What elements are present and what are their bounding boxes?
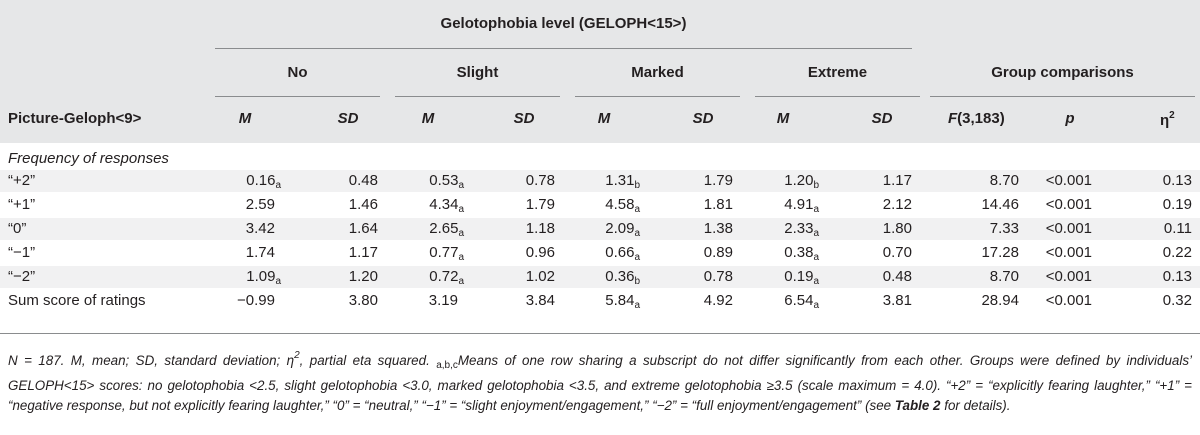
table-cell [374,196,464,215]
table-cell [822,244,912,261]
cell-value: <0.001 [1045,196,1092,213]
section-label: Frequency of responses [8,150,169,167]
spanner-rule [215,48,912,49]
group-marked: Marked [631,64,684,81]
cell-subscript: b [634,180,640,191]
table-cell [729,220,819,239]
table-cell [822,292,912,309]
cell-value: 8.70 [989,268,1019,285]
group-comparisons: Group comparisons [991,64,1134,81]
table-cell [643,220,733,237]
subhead-eta [1160,110,1175,129]
subhead-sd-slight: SD [513,110,535,127]
cell-value: 1.74 [245,244,275,261]
table-cell [288,196,378,213]
cell-value: 4.34 [429,196,459,213]
cell-value: 1.02 [525,268,555,285]
table-cell [185,292,275,309]
cell-value: 0.48 [348,172,378,189]
cell-value: 1.46 [348,196,378,213]
cell-value: 3.42 [245,220,275,237]
table-cell [643,172,733,189]
cell-value: 1.79 [703,172,733,189]
cell-value: 0.89 [703,244,733,261]
cell-value: 1.38 [703,220,733,237]
cell-value: 2.09 [605,220,635,237]
cell-subscript: a [813,300,819,311]
table-cell [1002,268,1092,285]
cell-subscript: a [813,228,819,239]
cell-value: 0.22 [1162,244,1192,261]
table-cell [643,244,733,261]
subhead-eta-sup: 2 [1169,110,1175,121]
cell-value: 4.92 [703,292,733,309]
table-cell [822,220,912,237]
table-cell [1002,172,1092,189]
cell-subscript: a [458,276,464,287]
row-label: “+2” [8,172,36,189]
table-cell [191,268,281,287]
table-cell [1002,244,1092,261]
cell-subscript: a [634,228,640,239]
cell-value: 3.80 [348,292,378,309]
cell-value: 1.17 [348,244,378,261]
cell-value: −0.99 [237,292,275,309]
table-cell [465,220,555,237]
subhead-p: p [1065,110,1075,127]
table-cell [822,268,912,285]
subhead-f-df: (3,183) [957,110,1005,127]
row-label: “+1” [8,196,36,213]
table-cell [185,220,275,237]
group-rule-no [215,96,380,97]
footnote-part-3: Means of one row sharing a subscript do not differ significantly from each other. Groups were defined by individuals’ GELOPH<15> scores: no gelotophobia <2.5, slight gelotophobia <3.0, marked gelotophobia <3.5, and extreme gelotophobia ≥3.5 (scale maximum = 4.0). “+2” = “explicitly fearing laughter,” “+1” = “negative response, but not explicitly fearing laughter,” “0” = “neutral,” “−1” = “slight enjoyment/engagement,” “−2” = “full enjoyment/engagement” (see [8,353,1192,413]
subhead-m-marked: M [597,110,611,127]
subhead-sd-no: SD [337,110,359,127]
cell-value: 0.72 [429,268,459,285]
cell-value: 1.80 [882,220,912,237]
cell-value: 28.94 [981,292,1019,309]
cell-value: 0.77 [429,244,459,261]
cell-subscript: a [813,204,819,215]
cell-value: 0.13 [1162,268,1192,285]
cell-value: 2.59 [245,196,275,213]
group-rule-slight [395,96,560,97]
cell-subscript: a [275,276,281,287]
table-cell [374,244,464,263]
row-label: “−2” [8,268,36,285]
group-rule-marked [575,96,740,97]
cell-value: 8.70 [989,172,1019,189]
table-cell [465,196,555,213]
gelotophobia-spanner: Gelotophobia level (GELOPH<15>) [440,15,687,32]
cell-subscript: b [634,276,640,287]
table-cell [550,292,640,311]
table-cell [1102,268,1192,285]
cell-value: 14.46 [981,196,1019,213]
subhead-f-letter: F [948,110,958,127]
cell-value: 7.33 [989,220,1019,237]
cell-value: 0.78 [703,268,733,285]
cell-subscript: a [634,300,640,311]
cell-value: 0.78 [525,172,555,189]
table-cell [1102,172,1192,189]
cell-value: 0.16 [246,172,276,189]
table-cell [550,268,640,287]
table-bottom-rule [0,333,1200,334]
cell-subscript: a [458,180,464,191]
cell-subscript: a [275,180,281,191]
table-cell [288,268,378,285]
cell-value: 2.65 [429,220,459,237]
table-cell [185,244,275,261]
subhead-m-no: M [238,110,252,127]
group-rule-extreme [755,96,920,97]
cell-value: 1.79 [525,196,555,213]
cell-value: 1.31 [605,172,635,189]
table-cell [1002,292,1092,309]
footnote-subscripts: a,b,c [436,360,458,371]
cell-value: 0.66 [605,244,635,261]
subhead-m-extreme: M [776,110,790,127]
cell-value: 1.17 [882,172,912,189]
cell-value: 1.81 [703,196,733,213]
row-label: Sum score of ratings [8,292,146,309]
cell-value: <0.001 [1045,220,1092,237]
table-cell [643,292,733,309]
table-cell [550,244,640,263]
cell-value: 4.58 [605,196,635,213]
table-cell [374,172,464,191]
cell-value: 0.32 [1162,292,1192,309]
cell-value: 0.19 [1162,196,1192,213]
cell-value: 4.91 [784,196,814,213]
row-header: Picture-Geloph<9> [8,110,142,127]
table-cell [550,220,640,239]
table-cell [374,268,464,287]
table-cell [550,196,640,215]
table-cell [1102,220,1192,237]
cell-value: 0.96 [525,244,555,261]
table-cell [729,172,819,191]
cell-value: 0.36 [605,268,635,285]
group-no: No [287,64,308,81]
table-cell [729,268,819,287]
table-cell [822,196,912,213]
subhead-sd-extreme: SD [871,110,893,127]
table-cell [729,244,819,263]
cell-value: 2.33 [784,220,814,237]
cell-subscript: a [813,276,819,287]
subhead-eta-symbol: η [1160,112,1170,129]
table-cell [374,220,464,239]
table-cell [465,244,555,261]
footnote-part-4: for details). [940,398,1011,413]
cell-subscript: a [813,252,819,263]
cell-value: 2.12 [882,196,912,213]
cell-value: 0.38 [784,244,814,261]
cell-value: 1.64 [348,220,378,237]
table-cell [1102,292,1192,309]
table-cell [465,172,555,189]
cell-value: 1.20 [348,268,378,285]
row-label: “0” [8,220,27,237]
cell-value: 0.13 [1162,172,1192,189]
cell-value: 0.48 [882,268,912,285]
cell-value: <0.001 [1045,244,1092,261]
group-rule-comparisons [930,96,1195,97]
cell-value: 0.53 [429,172,459,189]
table-cell [288,220,378,237]
table-cell [185,196,275,213]
cell-value: 3.19 [428,292,458,309]
table-cell [1102,244,1192,261]
footnote-eta-sup: 2 [294,350,300,361]
cell-value: 6.54 [784,292,814,309]
table-cell [550,172,640,191]
table-cell [288,172,378,189]
cell-value: 0.11 [1163,220,1192,237]
table-cell [288,244,378,261]
table-cell [729,292,819,311]
cell-value: <0.001 [1045,292,1092,309]
table-cell [1102,196,1192,213]
cell-subscript: a [634,252,640,263]
table-cell [1002,220,1092,237]
footnote-part-2: , partial eta squared. [299,353,437,368]
cell-subscript: a [458,252,464,263]
subhead-sd-marked: SD [692,110,714,127]
cell-value: 3.81 [882,292,912,309]
subhead-f [948,110,1005,127]
cell-subscript: a [634,204,640,215]
table-cell [822,172,912,189]
cell-value: 0.70 [882,244,912,261]
cell-value: 0.19 [784,268,814,285]
cell-value: 1.09 [246,268,276,285]
table-cell [729,196,819,215]
table-cell [368,292,458,309]
cell-value: 3.84 [525,292,555,309]
cell-value: 1.20 [784,172,814,189]
cell-subscript: b [813,180,819,191]
row-label: “−1” [8,244,36,261]
cell-value: <0.001 [1045,172,1092,189]
cell-value: 17.28 [981,244,1019,261]
cell-subscript: a [458,204,464,215]
table-cell [1002,196,1092,213]
table-cell [288,292,378,309]
subhead-m-slight: M [421,110,435,127]
table-cell [465,268,555,285]
table-2-link[interactable]: Table 2 [894,398,941,413]
cell-value: 5.84 [605,292,635,309]
cell-value: 1.18 [525,220,555,237]
cell-value: <0.001 [1045,268,1092,285]
table-footnote [8,346,1192,416]
table-cell [191,172,281,191]
table-cell [643,196,733,213]
table-cell [465,292,555,309]
cell-subscript: a [458,228,464,239]
group-extreme: Extreme [807,64,868,81]
group-slight: Slight [456,64,499,81]
footnote-part-1: N = 187. M, mean; SD, standard deviation; η [8,353,295,368]
table-cell [643,268,733,285]
